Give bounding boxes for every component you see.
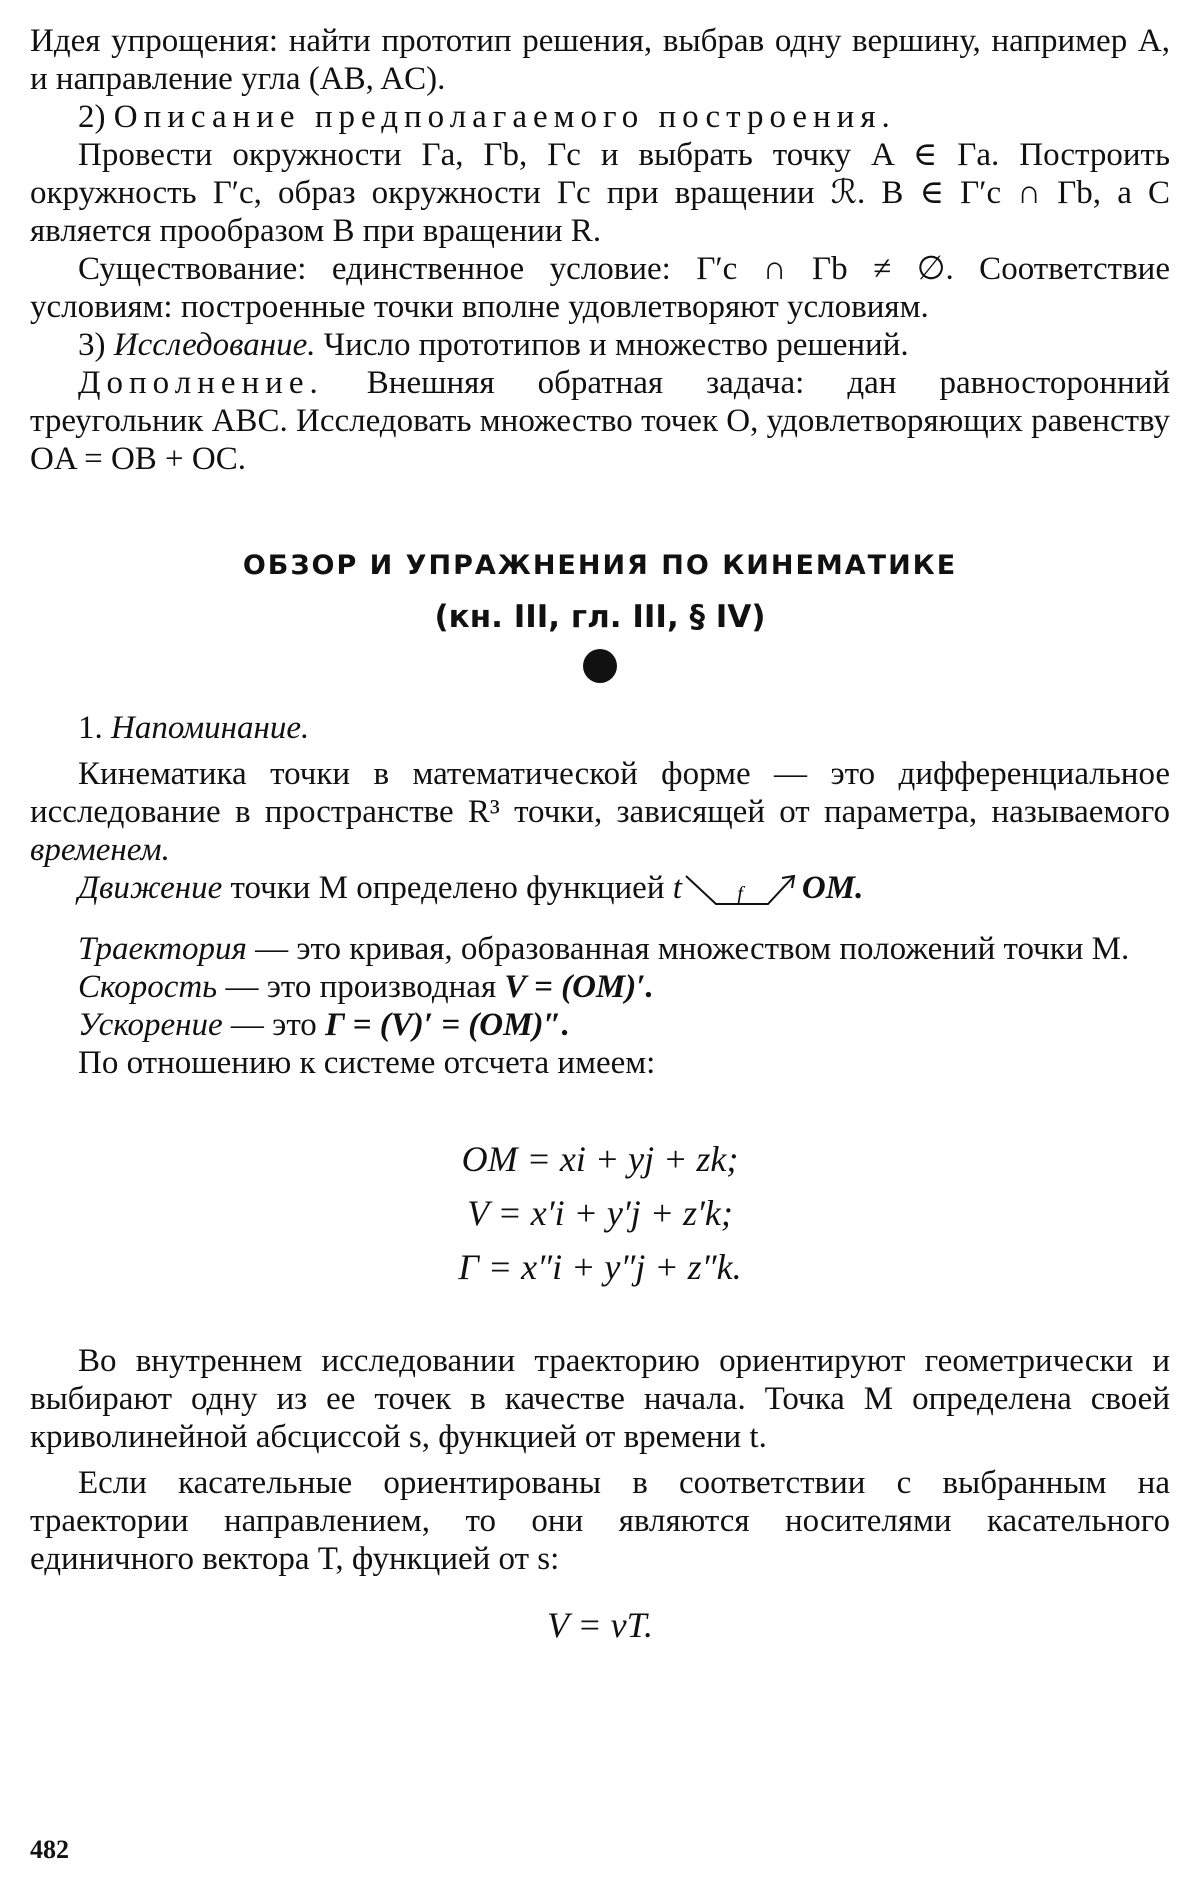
item-3-number: 3) bbox=[78, 327, 114, 363]
trajectory-paragraph bbox=[30, 930, 1170, 968]
kinematics-text: Кинематика точки в математической форме — это дифференциальное исследование в пространстве R³ точки, зависящей от параметра, называемого bbox=[30, 756, 1170, 830]
section-subtitle: (кн. III, гл. III, § IV) bbox=[434, 599, 766, 635]
time-word: временем. bbox=[30, 832, 170, 868]
velocity-paragraph bbox=[30, 968, 1170, 1006]
item-2-number: 2) bbox=[78, 99, 114, 135]
intro-line: Идея упрощения: найти прототип решения, выбрав одну вершину, например A, и направление угла (AB, AC). bbox=[30, 23, 1170, 97]
page-number: 482 bbox=[30, 1835, 69, 1864]
supplement-title: Дополнение. bbox=[78, 365, 324, 401]
velocity-text: — это производная bbox=[217, 969, 505, 1005]
reminder-heading bbox=[30, 709, 1170, 747]
supplement-body: Внешняя обратная задача: дан равносторонний треугольник ABC. Исследовать множество точек O, удовлетворяющих равенству OA = OB + OC. bbox=[30, 365, 1170, 477]
acceleration-text: — это bbox=[222, 1007, 326, 1043]
formula-om: OM = xi + yj + zk; bbox=[461, 1139, 739, 1179]
motion-text: точки M определено функцией bbox=[222, 870, 673, 906]
mapping-arrow-icon bbox=[682, 870, 802, 912]
item-2 bbox=[30, 98, 1170, 136]
motion-om: OM. bbox=[801, 870, 864, 906]
reminder-number: 1. bbox=[78, 710, 111, 746]
kinematics-paragraph bbox=[30, 755, 1170, 869]
motion-paragraph bbox=[30, 869, 1170, 912]
trajectory-term: Траектория bbox=[78, 931, 247, 967]
acceleration-term: Ускорение bbox=[78, 1007, 223, 1043]
formula-gamma: Γ = x″i + y″j + z″k. bbox=[458, 1247, 742, 1287]
tangent-paragraph: Если касательные ориентированы в соответствии с выбранным на траектории направлением, то они являются носителями касательного единичного вектора T, функцией от s: bbox=[30, 1465, 1170, 1577]
section-title: ОБЗОР И УПРАЖНЕНИЯ ПО КИНЕМАТИКЕ bbox=[242, 550, 958, 581]
velocity-formula: V = (OM)′. bbox=[504, 969, 654, 1005]
frame-paragraph: По отношению к системе отсчета имеем: bbox=[78, 1045, 656, 1081]
formula-v: V = x′i + y′j + z′k; bbox=[467, 1193, 733, 1233]
item-3 bbox=[30, 326, 1170, 364]
bullet-ornament bbox=[583, 649, 617, 683]
item-2-title: Описание предполагаемого построения. bbox=[113, 99, 896, 135]
item-3-title: Исследование. bbox=[113, 327, 316, 363]
item-3-body: Число прототипов и множество решений. bbox=[315, 327, 909, 363]
page-content bbox=[30, 22, 1170, 1652]
internal-study-paragraph: Во внутреннем исследовании траекторию ориентируют геометрически и выбирают одну из ее точек в качестве начала. Точка M определена своей криволинейной абсциссой s, функцией от времени t. bbox=[30, 1343, 1170, 1455]
trajectory-text: — это кривая, образованная множеством положений точки M. bbox=[246, 931, 1130, 967]
motion-term: Движение bbox=[78, 870, 223, 906]
mapping-f: f bbox=[737, 883, 743, 905]
supplement-paragraph bbox=[30, 364, 1170, 478]
reminder-title: Напоминание. bbox=[111, 710, 310, 746]
velocity-term: Скорость bbox=[78, 969, 218, 1005]
acceleration-formula: Γ = (V)′ = (OM)″. bbox=[325, 1007, 570, 1043]
coordinate-formulas bbox=[30, 1132, 1170, 1294]
existence-paragraph: Существование: единственное условие: Γ′c ∩ Γb ≠ ∅. Соответствие условиям: построенные точки вполне удовлетворяют условиям. bbox=[30, 251, 1170, 325]
acceleration-paragraph bbox=[30, 1006, 1170, 1044]
final-formula: V = vT. bbox=[547, 1605, 653, 1645]
item-2-body: Провести окружности Γa, Γb, Γc и выбрать точку A ∈ Γa. Построить окружность Γ′c, образ окружности Γc при вращении ℛ. B ∈ Γ′c ∩ Γb, а C является прообразом B при вращении R. bbox=[30, 137, 1170, 249]
motion-t: t bbox=[672, 870, 682, 906]
